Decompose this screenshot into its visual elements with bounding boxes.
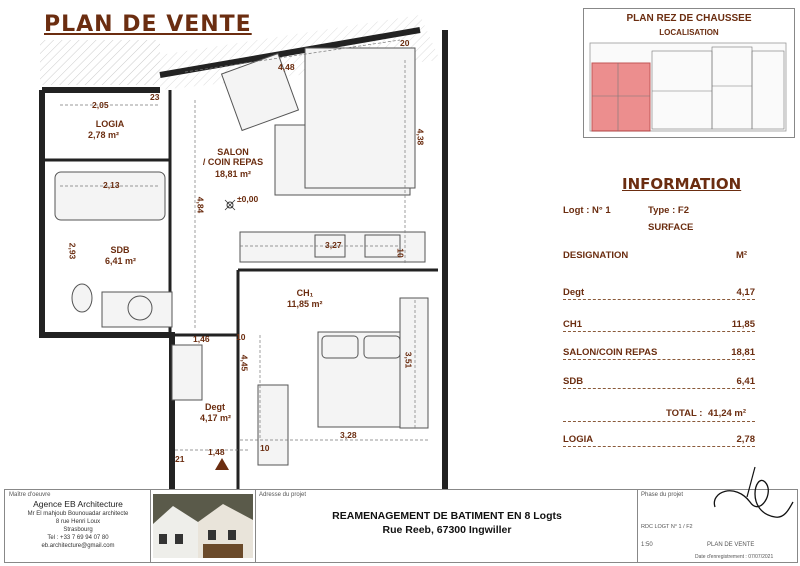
- title-block: [4, 489, 798, 563]
- tb-divider: [150, 490, 151, 562]
- dim-label: 4,48: [278, 62, 295, 72]
- room-ch-label: CH₁: [296, 288, 314, 298]
- agency-line: Mr El mahjoub Bounouadar architecte: [27, 511, 129, 517]
- row-divider: [563, 299, 755, 300]
- room-logia-label: LOGIA: [95, 119, 125, 129]
- agency-lines: [9, 510, 147, 550]
- agency-line: eb.architecture@gmail.com: [41, 543, 115, 549]
- client-small: Adresse du projet: [259, 492, 307, 498]
- dim-label: 3,27: [325, 240, 342, 250]
- logt-label: Logt : N° 1: [563, 205, 611, 216]
- localisation-map: [588, 41, 788, 133]
- total-divider: [563, 421, 755, 422]
- dim-label: 20: [400, 38, 410, 48]
- dim-label: 4,84: [195, 196, 206, 214]
- dim-label: 2,13: [103, 180, 120, 190]
- dim-label: 10: [260, 443, 270, 453]
- project-line-2: Rue Reeb, 67300 Ingwiller: [382, 524, 512, 536]
- info-row-label: CH1: [563, 319, 583, 330]
- room-salon-area: 18,81 m²: [215, 169, 252, 179]
- room-degt-area: 4,17 m²: [200, 413, 232, 423]
- room-salon-label-2: / COIN REPAS: [202, 157, 264, 167]
- scale-label: 1:50: [641, 542, 653, 548]
- dim-label: 1,46: [193, 334, 210, 344]
- dim-label: 10: [395, 248, 406, 258]
- tb-divider: [255, 490, 256, 562]
- sheet-label: RDC LOGT N° 1 / F2: [641, 524, 693, 530]
- dim-label: 2,93: [67, 242, 78, 260]
- dim-label: 4,38: [415, 128, 426, 146]
- total-label: TOTAL :: [666, 408, 703, 419]
- surface-label: SURFACE: [648, 222, 694, 233]
- info-row-label: SALON/COIN REPAS: [563, 347, 658, 358]
- dim-label: 3,51: [403, 351, 414, 369]
- agency-name: Agence EB Architecture: [33, 499, 123, 509]
- room-degt-label: Degt: [205, 402, 225, 412]
- agency-line: Strasbourg: [63, 527, 93, 533]
- row-divider: [563, 359, 755, 360]
- room-logia-area: 2,78 m²: [88, 130, 120, 140]
- signature: [705, 462, 795, 532]
- info-row-value: 4,17: [736, 287, 755, 298]
- designation-label: DESIGNATION: [563, 250, 629, 261]
- dim-label: 21: [175, 454, 185, 464]
- phase-small: Phase du projet: [641, 492, 684, 498]
- total-value: 41,24 m²: [708, 408, 747, 419]
- room-salon-label: SALON: [217, 147, 249, 157]
- dim-label: 10: [236, 332, 246, 342]
- unit-label: M²: [736, 250, 748, 261]
- info-row-label: SDB: [563, 376, 584, 387]
- logia-divider: [563, 446, 755, 447]
- info-row-value: 6,41: [736, 376, 755, 387]
- project-line-1: REAMENAGEMENT DE BATIMENT EN 8 Logts: [332, 510, 562, 522]
- information-title: INFORMATION: [622, 175, 742, 193]
- dim-label: 1,48: [208, 447, 225, 457]
- agency-line: Tel : +33 7 69 94 07 80: [47, 535, 109, 541]
- room-sdb-label: SDB: [110, 245, 130, 255]
- type-label: Type : F2: [648, 205, 689, 216]
- row-divider: [563, 388, 755, 389]
- dim-label: 4,45: [239, 354, 250, 372]
- level-marker: ±0,00: [237, 194, 259, 204]
- page-title: PLAN DE VENTE: [44, 12, 252, 37]
- plan-label: PLAN DE VENTE: [707, 542, 755, 548]
- info-row-value: 18,81: [731, 347, 755, 358]
- info-row-value: 11,85: [731, 319, 755, 330]
- tb-divider: [637, 490, 638, 562]
- localisation-subtitle: LOCALISATION: [659, 28, 719, 37]
- room-ch-area: 11,85 m²: [287, 299, 323, 309]
- row-divider: [563, 331, 755, 332]
- room-sdb-area: 6,41 m²: [105, 256, 137, 266]
- logia-label: LOGIA: [563, 434, 594, 445]
- agency-small: Maître d'oeuvre: [9, 492, 51, 498]
- logia-value: 2,78: [736, 434, 755, 445]
- dim-label: 3,28: [340, 430, 357, 440]
- localisation-panel: [583, 8, 795, 138]
- agency-line: 8 rue Henri Loux: [55, 519, 101, 525]
- dim-label: 2,05: [92, 100, 109, 110]
- localisation-title: PLAN REZ DE CHAUSSEE: [626, 13, 752, 24]
- dim-label: 23: [150, 92, 160, 102]
- date-label: Date d'enregistrement : 07/07/2021: [695, 554, 774, 560]
- building-photo: [153, 494, 253, 558]
- info-row-label: Degt: [563, 287, 585, 298]
